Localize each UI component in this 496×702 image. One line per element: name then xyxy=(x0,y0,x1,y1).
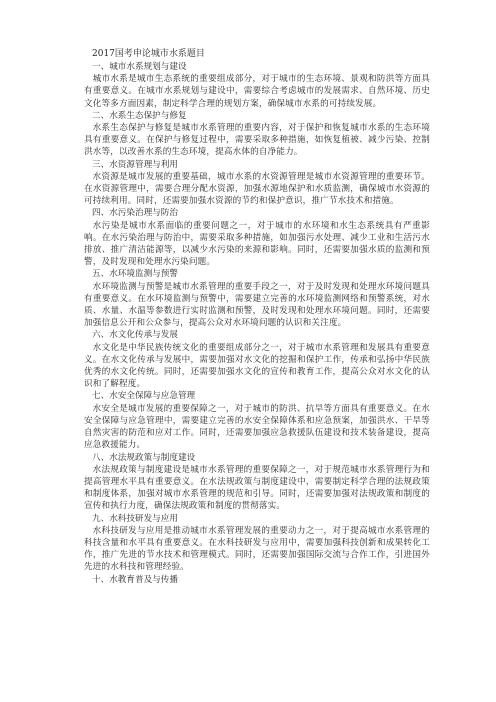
section-10 xyxy=(84,574,430,586)
section-heading: 九、水科技研发与应用 xyxy=(92,513,178,524)
section-paragraph: 水科技研发与应用是推动城市水系管理发展的重要动力之一，对于提高城市水系管理的科技含量和水平具有重要意义。在水科技研发与应用中，需要加强科技创新和成果转化工作，推广先进的节水技术和管理模式。同时，还需要加强国际交流与合作工作，引进国外先进的水科技和管理经验。 xyxy=(84,525,430,573)
section-3 xyxy=(84,159,430,208)
section-1 xyxy=(84,61,430,110)
document-title: 2017国考申论城市水系题目 xyxy=(92,49,205,59)
section-heading: 八、水法规政策与制度建设 xyxy=(92,452,196,463)
section-7 xyxy=(84,390,430,451)
section-2 xyxy=(84,110,430,159)
section-paragraph: 水文化是中华民族传统文化的重要组成部分之一，对于城市水系管理和发展具有重要意义。在水文化传承与发展中，需要加强对水文化的挖掘和保护工作，传承和弘扬中华民族优秀的水文化传统。同时，还需要加强水文化的宣传和教育工作，提高公众对水文化的认识和了解程度。 xyxy=(84,342,430,390)
section-paragraph: 水污染是城市水系面临的重要问题之一，对于城市的水环境和水生态系统具有严重影响。在水污染治理与防治中，需要采取多种措施，如加强污水处理、减少工业和生活污水排放、推广清洁能源等，以减少水污染的来源和影响。同时，还需要加强水质的监测和预警，及时发现和处理水污染问题。 xyxy=(84,220,430,268)
section-8 xyxy=(84,452,430,513)
section-9 xyxy=(84,513,430,574)
section-paragraph: 水系生态保护与修复是城市水系管理的重要内容，对于保护和恢复城市水系的生态环境具有重要意义。在保护与修复过程中，需要采取多种措施，如恢复植被、减少污染、控制洪水等，以改善水系的生态环境，提高水体的自净能力。 xyxy=(84,123,430,158)
section-heading: 一、城市水系规划与建设 xyxy=(92,62,187,72)
section-paragraph: 水资源是城市发展的重要基础，城市水系的水资源管理是城市水资源管理的重要环节。在水资源管理中，需要合理分配水资源，加强水源地保护和水质监测，确保城市水资源的可持续利用。同时，还需要加强水资源的节约和保护意识，推广节水技术和措施。 xyxy=(84,171,430,207)
section-4 xyxy=(84,207,430,268)
section-paragraph: 水法规政策与制度建设是城市水系管理的重要保障之一，对于规范城市水系管理行为和提高管理水平具有重要意义。在水法规政策与制度建设中，需要制定科学合理的法规政策和制度体系，加强对城市水系管理的规范和引导。同时，还需要加强对法规政策和制度的宣传和执行力度，确保法规政策和制度的贯彻落实。 xyxy=(84,464,430,512)
section-heading: 四、水污染治理与防治 xyxy=(92,208,178,219)
section-paragraph: 城市水系是城市生态系统的重要组成部分，对于城市的生态环境、景观和防洪等方面具有重要意义。在城市水系规划与建设中，需要综合考虑城市的发展需求、自然环境、历史文化等多方面因素，制定科学合理的规划方案，确保城市水系的可持续发展。 xyxy=(84,74,430,109)
section-heading: 五、水环境监测与预警 xyxy=(92,269,178,280)
section-heading: 七、水安全保障与应急管理 xyxy=(92,391,196,402)
section-heading: 六、水文化传承与发展 xyxy=(92,330,178,341)
section-heading: 二、水系生态保护与修复 xyxy=(92,110,187,121)
section-heading: 三、水资源管理与利用 xyxy=(92,159,178,170)
section-paragraph: 水安全是城市发展的重要保障之一，对于城市的防洪、抗旱等方面具有重要意义。在水安全保障与应急管理中，需要建立完善的水安全保障体系和应急预案，加强洪水、干旱等自然灾害的防范和应对工作。同时，还需要加强应急救援队伍建设和技术装备建设，提高应急救援能力。 xyxy=(84,403,430,451)
section-paragraph: 水环境监测与预警是城市水系管理的重要手段之一，对于及时发现和处理水环境问题具有重要意义。在水环境监测与预警中，需要建立完善的水环境监测网络和预警系统，对水质、水量、水温等参数进行实时监测和预警，及时发现和处理水环境问题。同时，还需要加强信息公开和公众参与，提高公众对水环境问题的认识和关注度。 xyxy=(84,281,430,329)
section-5 xyxy=(84,268,430,329)
section-heading: 十、水教育普及与传播 xyxy=(92,574,178,585)
section-6 xyxy=(84,329,430,390)
